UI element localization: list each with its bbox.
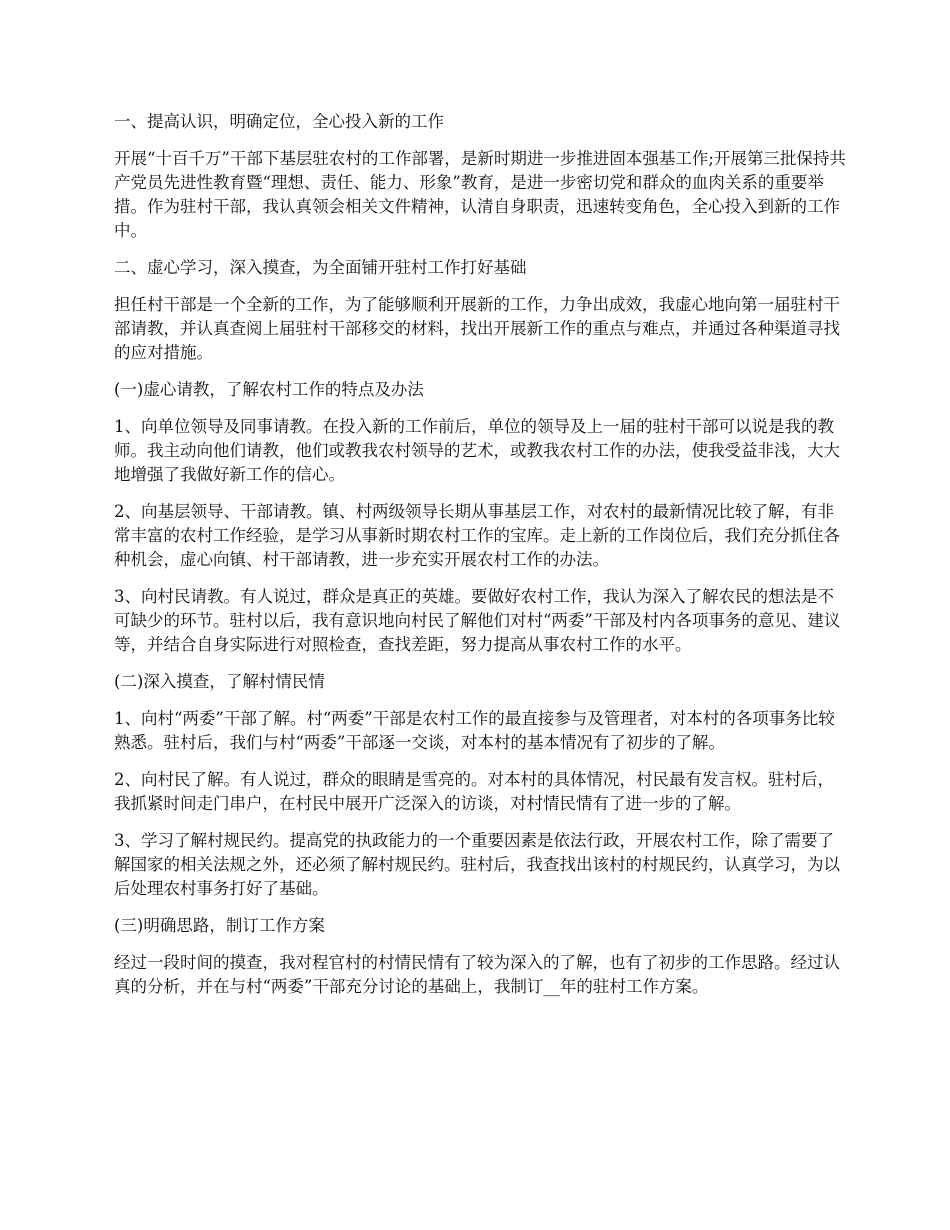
paragraph-9: 经过一段时间的摸查，我对程官村的村情民情有了较为深入的了解，也有了初步的工作思路。经过认真的分析，并在与村“两委”干部充分讨论的基础上，我制订__年的驻村工作方案。 <box>114 953 840 996</box>
paragraph-1: 开展“十百千万”干部下基层驻农村的工作部署，是新时期进一步推进固本强基工作;开展第三批保持共产党员先进性教育暨“理想、责任、能力、形象”教育，是进一步密切党和群众的血肉关系的重要举措。作为驻村干部，我认真领会相关文件精神，认清自身职责，迅速转变角色，全心投入到新的工作中。 <box>114 149 846 240</box>
subsection-heading-1: (一)虚心请教，了解农村工作的特点及办法 <box>114 380 424 399</box>
section-heading-2: 二、虚心学习，深入摸查，为全面铺开驻村工作打好基础 <box>114 258 527 277</box>
paragraph-4: 2、向基层领导、干部请教。镇、村两级领导长期从事基层工作，对农村的最新情况比较了解，有非常丰富的农村工作经验，是学习从事新时期农村工作的宝库。走上新的工作岗位后，我们充分抓住各种机会，虚心向镇、村干部请教，进一步充实开展农村工作的办法。 <box>114 502 840 569</box>
paragraph-5: 3、向村民请教。有人说过，群众是真正的英雄。要做好农村工作，我认为深入了解农民的想法是不可缺少的环节。驻村以后，我有意识地向村民了解他们对村“两委”干部及村内各项事务的意见、建议等，并结合自身实际进行对照检查，查找差距，努力提高从事农村工作的水平。 <box>114 587 841 654</box>
subsection-heading-2: (二)深入摸查，了解村情民情 <box>114 672 325 691</box>
paragraph-8: 3、学习了解村规民约。提高党的执政能力的一个重要因素是依法行政，开展农村工作，除了需要了解国家的相关法规之外，还必须了解村规民约。驻村后，我查找出该村的村规民约，认真学习，为以后处理农村事务打好了基础。 <box>114 831 840 898</box>
subsection-heading-3: (三)明确思路，制订工作方案 <box>114 916 325 935</box>
section-heading-1: 一、提高认识，明确定位，全心投入新的工作 <box>114 112 444 131</box>
paragraph-7: 2、向村民了解。有人说过，群众的眼睛是雪亮的。对本村的具体情况，村民最有发言权。驻村后，我抓紧时间走门串户，在村民中展开广泛深入的访谈，对村情民情有了进一步的了解。 <box>114 770 834 813</box>
paragraph-3: 1、向单位领导及同事请教。在投入新的工作前后，单位的领导及上一届的驻村干部可以说是我的教师。我主动向他们请教，他们或教我农村领导的艺术，或教我农村工作的办法，使我受益非浅，大大地增强了我做好新工作的信心。 <box>114 417 840 484</box>
document-body <box>114 110 850 1012</box>
paragraph-2: 担任村干部是一个全新的工作，为了能够顺利开展新的工作，力争出成效，我虚心地向第一届驻村干部请教，并认真查阅上届驻村干部移交的材料，找出开展新工作的重点与难点，并通过各种渠道寻找的应对措施。 <box>114 295 840 362</box>
paragraph-6: 1、向村“两委”干部了解。村“两委”干部是农村工作的最直接参与及管理者，对本村的各项事务比较熟悉。驻村后，我们与村“两委”干部逐一交谈，对本村的基本情况有了初步的了解。 <box>114 709 835 752</box>
